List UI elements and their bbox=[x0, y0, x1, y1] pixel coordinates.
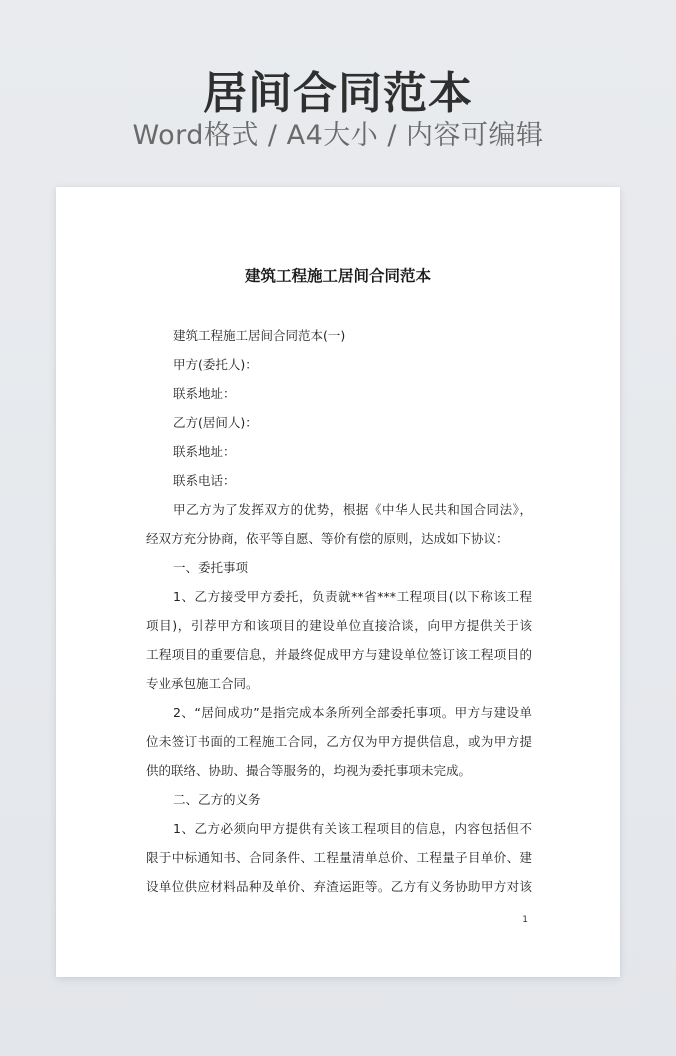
banner bbox=[0, 0, 676, 180]
clause-2-1 bbox=[146, 814, 532, 901]
text-line: 项目)，引荐甲方和该项目的建设单位直接洽谈，向甲方提供关于该 bbox=[146, 618, 532, 633]
section-heading-1: 一、委托事项 bbox=[173, 560, 249, 575]
party-b-line: 乙方(居间人)： bbox=[173, 415, 258, 430]
party-a-address-line: 联系地址： bbox=[173, 386, 236, 401]
page-number: 1 bbox=[522, 915, 528, 925]
party-a-line: 甲方(委托人)： bbox=[173, 357, 258, 372]
text-line: 甲乙方为了发挥双方的优势，根据《中华人民共和国合同法》， bbox=[173, 502, 532, 517]
text-line: 供的联络、协助、撮合等服务的，均视为委托事项未完成。 bbox=[146, 763, 472, 778]
text-line: 专业承包施工合同。 bbox=[146, 676, 259, 691]
text-line: 经双方充分协商，依平等自愿、等价有偿的原则，达成如下协议： bbox=[146, 531, 509, 546]
preamble-paragraph bbox=[146, 495, 532, 553]
text-line: 1、乙方接受甲方委托，负责就**省***工程项目(以下称该工程 bbox=[173, 589, 532, 604]
clause-1-1 bbox=[146, 582, 532, 698]
party-b-phone-line: 联系电话： bbox=[173, 473, 236, 488]
text-line: 1、乙方必须向甲方提供有关该工程项目的信息，内容包括但不 bbox=[173, 821, 532, 836]
party-b-address-line: 联系地址： bbox=[173, 444, 236, 459]
banner-title: 居间合同范本 bbox=[203, 68, 473, 119]
banner-subtitle: Word格式 / A4大小 / 内容可编辑 bbox=[132, 120, 544, 151]
clause-1-2 bbox=[146, 698, 532, 785]
text-line: 2、“居间成功”是指完成本条所列全部委托事项。甲方与建设单 bbox=[173, 705, 532, 720]
text-line: 位未签订书面的工程施工合同，乙方仅为甲方提供信息，或为甲方提 bbox=[146, 734, 532, 749]
text-line: 工程项目的重要信息，并最终促成甲方与建设单位签订该工程项目的 bbox=[146, 647, 532, 662]
text-line: 限于中标通知书、合同条件、工程量清单总价、工程量子目单价、建 bbox=[146, 850, 532, 865]
document-title: 建筑工程施工居间合同范本 bbox=[244, 267, 431, 285]
document-page bbox=[56, 187, 620, 977]
section-heading-2: 二、乙方的义务 bbox=[173, 792, 261, 807]
text-line: 设单位供应材料品种及单价、弃渣运距等。乙方有义务协助甲方对该 bbox=[146, 879, 532, 894]
contract-heading-line: 建筑工程施工居间合同范本(一) bbox=[173, 328, 346, 343]
document-body bbox=[146, 321, 532, 901]
